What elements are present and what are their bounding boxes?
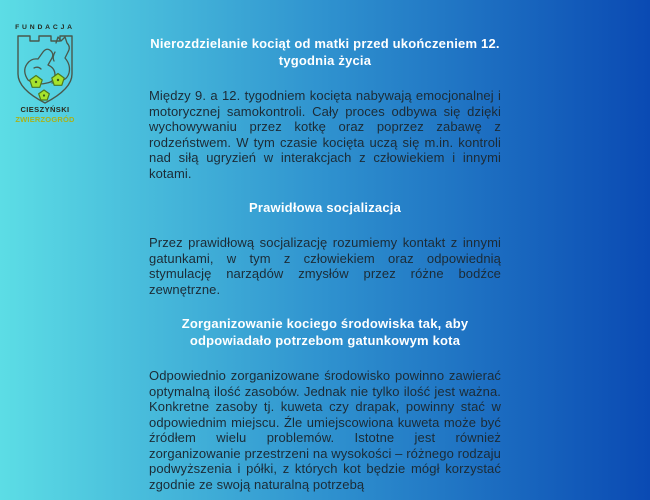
content-column — [149, 35, 501, 500]
section-2-paragraph: Przez prawidłową socjalizację rozumiemy kontakt z innymi gatunkami, w tym z człowiekiem oraz odpowiednią stymulację narządów zmysłów przez różne bodźce zewnętrzne. — [149, 235, 501, 297]
foundation-logo-graphic — [6, 12, 82, 124]
logo-fundacja-label: FUNDACJA — [15, 24, 75, 31]
section-1-paragraph: Między 9. a 12. tygodniem kocięta nabywają emocjonalnej i motorycznej samokontroli. Cały proces odbywa się dzięki wychowywaniu przez kotkę oraz poprzez zabawę z rodzeństwem. W tym czasie kocięta uczą się m.in. kontroli nad siłą ugryzień w interakcjach z człowiekiem i innymi kotami. — [149, 88, 501, 181]
section-3-paragraph: Odpowiednio zorganizowane środowisko powinno zawierać optymalną ilość zasobów. Jednak nie tylko ilość jest ważna. Konkretne zasoby tj. kuweta czy drapak, powinny stać w odpowiednim miejscu. Źle umiejscowiona kuweta może być źródłem wielu problemów. Istotne jest również zorganizowanie przestrzeni na wysokości – różnego rodzaju podwyższenia i półki, z których kot będzie mógł korzystać zgodnie ze swoją naturalną potrzebą — [149, 368, 501, 492]
section-2-heading: Prawidłowa socjalizacja — [249, 200, 401, 215]
paw-shapes-icon — [30, 74, 64, 101]
logo-name-line2: ZWIERZOGRÓD — [15, 115, 75, 124]
logo-name-line1: CIESZYŃSKI — [20, 105, 70, 114]
section-1-heading: Nierozdzielanie kociąt od matki przed ukończeniem 12. tygodnia życia — [150, 36, 500, 68]
foundation-logo — [6, 12, 82, 124]
section-3-heading: Zorganizowanie kociego środowiska tak, aby odpowiadało potrzebom gatunkowym kota — [181, 316, 469, 348]
